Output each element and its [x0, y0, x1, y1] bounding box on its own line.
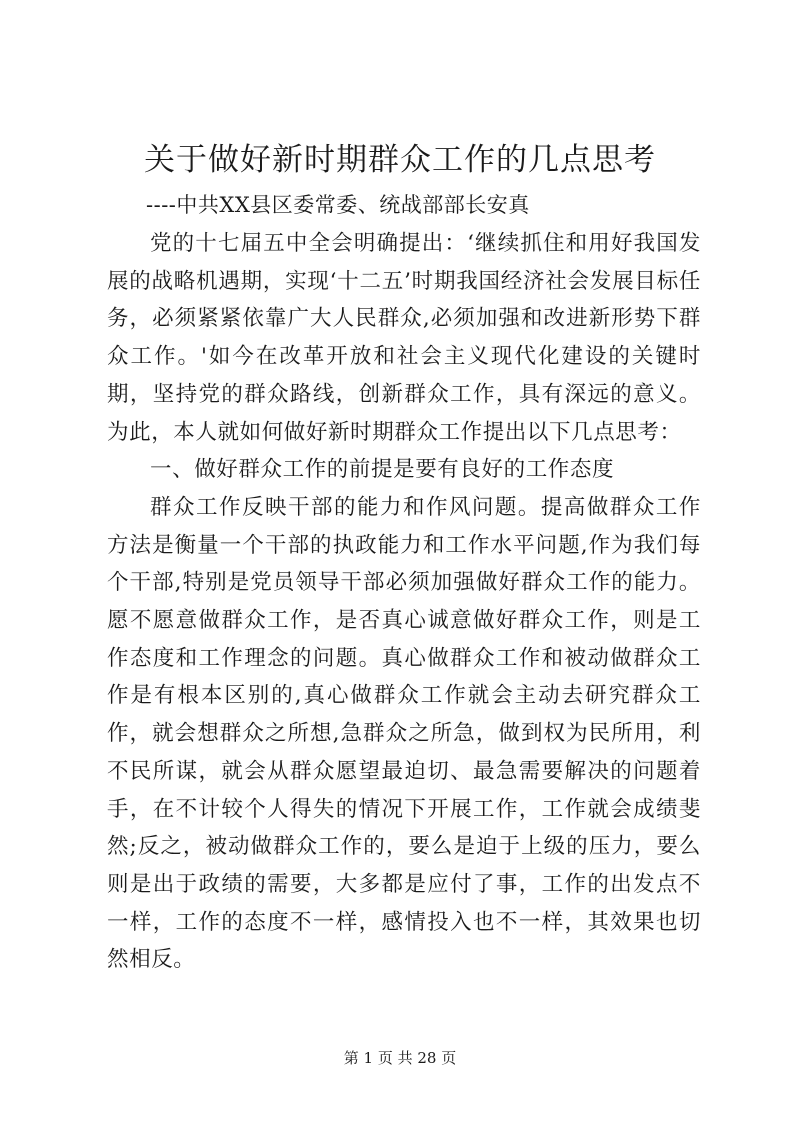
page-number-footer: 第 1 页 共 28 页 — [343, 1049, 457, 1067]
section-heading: 一、做好群众工作的前提是要有良好的工作态度 — [150, 457, 615, 483]
intro-paragraph: 党的十七届五中全会明确提出：‘继续抓住和用好我国发展的战略机遇期，实现‘十二五’时期我国经济社会发展目标任务，必须紧紧依靠广大人民群众,必须加强和改进新形势下群众工作。'如今在改革开放和社会主义现代化建设的关键时期，坚持党的群众路线，创新群众工作，具有深远的意义。为此，本人就如何做好新时期群众工作提出以下几点思考： — [107, 231, 701, 445]
document-title: 关于做好新时期群众工作的几点思考 — [144, 142, 656, 178]
document-body — [107, 225, 701, 979]
body-paragraph: 群众工作反映干部的能力和作风问题。提高做群众工作方法是衡量一个干部的执政能力和工作水平问题,作为我们每个干部,特别是党员领导干部必须加强做好群众工作的能力。愿不愿意做群众工作，是否真心诚意做好群众工作，则是工作态度和工作理念的问题。真心做群众工作和被动做群众工作是有根本区别的,真心做群众工作就会主动去研究群众工作，就会想群众之所想,急群众之所急，做到权为民所用，利不民所谋，就会从群众愿望最迫切、最急需要解决的问题着手，在不计较个人得失的情况下开展工作，工作就会成绩斐然;反之，被动做群众工作的，要么是迫于上级的压力，要么则是出于政绩的需要，大多都是应付了事，工作的出发点不一样，工作的态度不一样，感情投入也不一样，其效果也切然相反。 — [107, 494, 701, 973]
author-byline: ----中共XX县区委常委、统战部部长安真 — [146, 193, 530, 217]
